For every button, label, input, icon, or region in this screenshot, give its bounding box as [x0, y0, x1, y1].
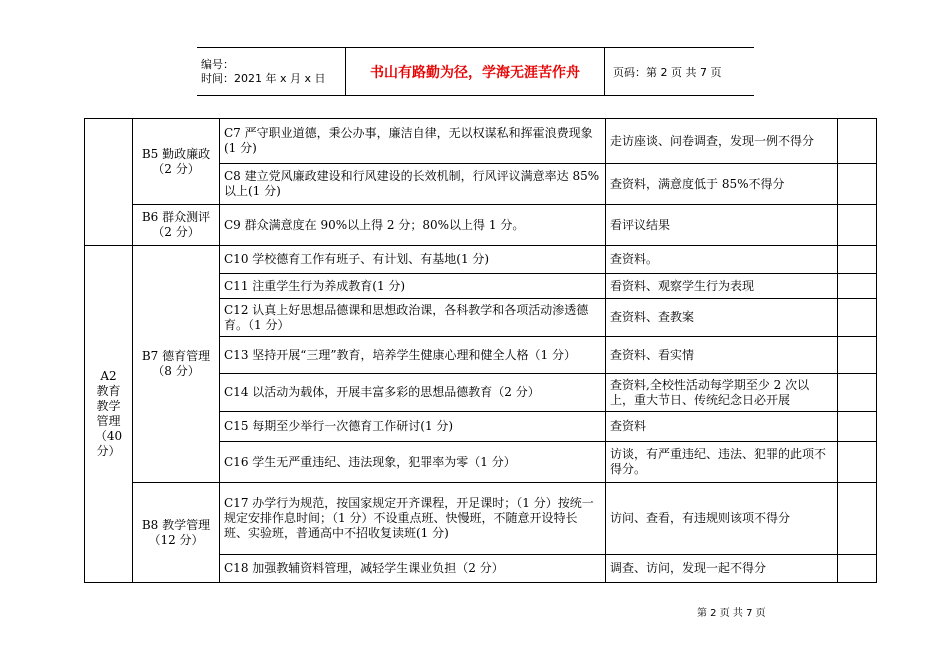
b8-cell — [133, 483, 220, 583]
score-cell — [838, 555, 877, 583]
content-cell: C11 注重学生行为养成教育(1 分) — [220, 274, 606, 299]
method-cell: 访谈，有严重违纪、违法、犯罪的此项不得分。 — [606, 442, 838, 483]
score-cell — [838, 374, 877, 412]
a2-line3: 管理 — [96, 414, 121, 428]
b6-cell — [133, 205, 220, 246]
method-cell: 查资料，满意度低于 85%不得分 — [606, 164, 838, 205]
score-cell — [838, 205, 877, 246]
content-cell: C18 加强教辅资料管理，减轻学生课业负担（2 分） — [220, 555, 606, 583]
content-cell: C16 学生无严重违纪、违法现象，犯罪率为零（1 分） — [220, 442, 606, 483]
b6-label: B6 群众测评 — [141, 210, 211, 224]
content-cell: C12 认真上好思想品德课和思想政治课，各科教学和各项活动渗透德育。（1 分） — [220, 299, 606, 337]
score-cell — [838, 337, 877, 374]
method-cell: 查资料、看实情 — [606, 337, 838, 374]
header-slogan: 书山有路勤为径，学海无涯苦作舟 — [346, 48, 605, 96]
table-row — [85, 246, 877, 274]
content-cell: C10 学校德育工作有班子、有计划、有基地(1 分) — [220, 246, 606, 274]
b6-score: （2 分） — [152, 225, 200, 239]
empty-category-cell — [85, 119, 133, 246]
b5-cell — [133, 119, 220, 205]
a2-line2: 教学 — [96, 399, 121, 413]
score-cell — [838, 119, 877, 164]
score-cell — [838, 246, 877, 274]
method-cell: 查资料 — [606, 412, 838, 442]
b5-score: （2 分） — [152, 161, 200, 176]
a2-line1: 教育 — [96, 384, 121, 398]
table-row — [85, 205, 877, 246]
method-cell: 看资料、观察学生行为表现 — [606, 274, 838, 299]
table-row — [85, 483, 877, 555]
score-cell — [838, 164, 877, 205]
a2-line5: 分） — [96, 444, 121, 458]
b7-cell — [133, 246, 220, 483]
b7-score: （8 分） — [152, 364, 200, 378]
header-id-label: 编号： — [201, 57, 234, 71]
content-cell: C17 办学行为规范，按国家规定开齐课程，开足课时；（1 分）按统一规定安排作息时间；（1 分）不设重点班、快慢班，不随意开设特长班、实验班，普通高中不招收复读班(1 分) — [220, 483, 606, 555]
score-cell — [838, 274, 877, 299]
method-cell: 访问、查看，有违规则该项不得分 — [606, 483, 838, 555]
content-cell: C15 每期至少举行一次德育工作研讨(1 分) — [220, 412, 606, 442]
b8-label: B8 教学管理 — [141, 517, 211, 532]
b8-score: （12 分） — [148, 532, 204, 547]
b5-label: B5 勤政廉政 — [141, 146, 211, 161]
score-cell — [838, 299, 877, 337]
score-cell — [838, 412, 877, 442]
content-cell: C7 严守职业道德，秉公办事，廉洁自律，无以权谋私和挥霍浪费现象(1 分) — [220, 119, 606, 164]
method-cell: 看评议结果 — [606, 205, 838, 246]
content-cell: C13 坚持开展“三理”教育，培养学生健康心理和健全人格（1 分） — [220, 337, 606, 374]
header-page-label: 页码：第 2 页 共 7 页 — [605, 48, 755, 96]
method-cell: 查资料。 — [606, 246, 838, 274]
a2-line4: （40 — [94, 429, 123, 443]
content-cell: C9 群众满意度在 90%以上得 2 分；80%以上得 1 分。 — [220, 205, 606, 246]
header-time-label: 时间：2021 年 x 月 x 日 — [201, 71, 326, 85]
content-cell: C8 建立党风廉政建设和行风建设的长效机制，行风评议满意率达 85%以上(1 分) — [220, 164, 606, 205]
a2-cell — [85, 246, 133, 583]
table-row — [85, 119, 877, 164]
score-cell — [838, 442, 877, 483]
method-cell: 查资料、查教案 — [606, 299, 838, 337]
a2-code: A2 — [100, 369, 117, 383]
method-cell: 调查、访问，发现一起不得分 — [606, 555, 838, 583]
method-cell: 查资料,全校性活动每学期至少 2 次以上，重大节日、传统纪念日必开展 — [606, 374, 838, 412]
content-cell: C14 以活动为载体，开展丰富多彩的思想品德教育（2 分） — [220, 374, 606, 412]
page-footer: 第 2 页 共 7 页 — [697, 608, 766, 619]
score-cell — [838, 483, 877, 555]
evaluation-table — [84, 118, 877, 583]
document-header — [197, 47, 754, 96]
method-cell: 走访座谈、问卷调查，发现一例不得分 — [606, 119, 838, 164]
b7-label: B7 德育管理 — [141, 349, 211, 363]
header-meta — [197, 48, 346, 96]
